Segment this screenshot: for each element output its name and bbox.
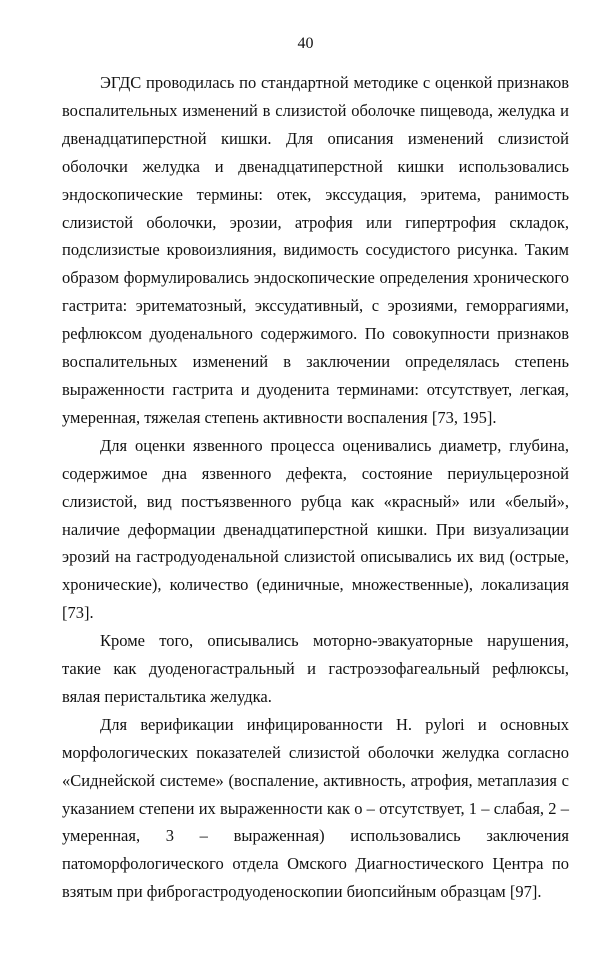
- paragraph: Кроме того, описывались моторно-эвакуаторные нарушения, такие как дуоденогастральный и гастроэзофагеальный рефлюксы, вялая перистальтика желудка.: [62, 631, 569, 706]
- paragraph: Для оценки язвенного процесса оценивались диаметр, глубина, содержимое дна язвенного дефекта, состояние периульцерозной слизистой, вид постъязвенного рубца как «красный» или «белый», наличие деформации двенадцатиперстной кишки. При визуализации эрозий на гастродуоденальной слизистой описывались их вид (острые, хронические), количество (единичные, множественные), локализация [73].: [62, 435, 569, 623]
- paragraph: Для верификации инфицированности H. pylori и основных морфологических показателей слизистой оболочки желудка согласно «Сиднейской системе» (воспаление, активность, атрофия, метаплазия с указанием степени их выраженности как о – отсутствует, 1 – слабая, 2 – умеренная, 3 – выраженная) использовались заключения патоморфологического отдела Омского Диагностического Центра по взятым при фиброгастродуоденоскопии биопсийным образцам [97].: [62, 714, 569, 902]
- body-text: [62, 69, 569, 906]
- paragraph: ЭГДС проводилась по стандартной методике с оценкой признаков воспалительных изменений в слизистой оболочке пищевода, желудка и двенадцатиперстной кишки. Для описания изменений слизистой оболочки желудка и двенадцатиперстной кишки использовались эндоскопические термины: отек, экссудация, эритема, ранимость слизистой оболочки, эрозии, атрофия или гипертрофия складок, подслизистые кровоизлияния, видимость сосудистого рисунка. Таким образом формулировались эндоскопические определения хронического гастрита: эритематозный, экссудативный, с эрозиями, геморрагиями, рефлюксом дуоденального содержимого. По совокупности признаков воспалительных изменений в заключении определялась степень выраженности гастрита и дуоденита терминами: отсутствует, легкая, умеренная, тяжелая степень активности воспаления [73, 195].: [62, 73, 569, 427]
- page-number: 40: [297, 35, 314, 52]
